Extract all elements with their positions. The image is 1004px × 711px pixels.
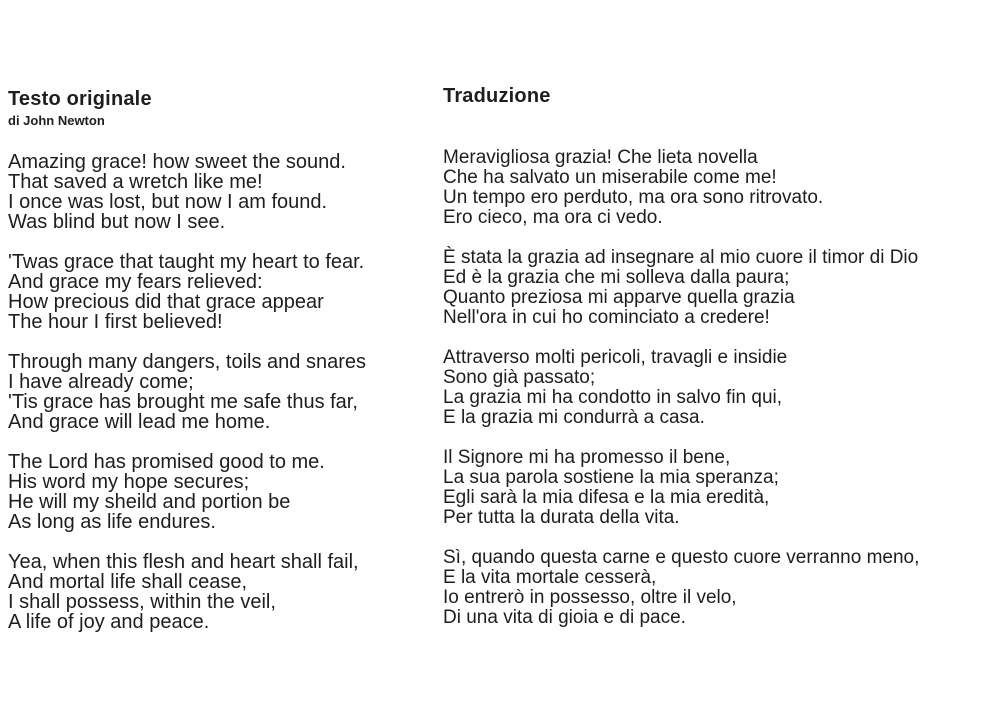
verse-line: La sua parola sostiene la mia speranza; — [443, 467, 779, 488]
verse-line: His word my hope secures; — [8, 471, 250, 493]
original-author: di John Newton — [8, 113, 105, 128]
verse-line: As long as life endures. — [8, 511, 216, 533]
verse-line: Egli sarà la mia difesa e la mia eredità, — [443, 487, 770, 508]
verse-line: Sì, quando questa carne e questo cuore verranno meno, — [443, 547, 920, 568]
verse-line: E la grazia mi condurrà a casa. — [443, 407, 705, 428]
verse-line: 'Tis grace has brought me safe thus far, — [8, 391, 358, 413]
verse-line: Through many dangers, toils and snares — [8, 351, 366, 373]
verse-line: And grace my fears relieved: — [8, 271, 263, 293]
verse-line: The Lord has promised good to me. — [8, 451, 325, 473]
original-stanzas — [8, 152, 436, 632]
translation-column — [443, 85, 1004, 648]
verse-line: Per tutta la durata della vita. — [443, 507, 680, 528]
verse-line: Di una vita di gioia e di pace. — [443, 607, 686, 628]
verse-line: Yea, when this flesh and heart shall fail, — [8, 551, 359, 573]
verse-line: Meravigliosa grazia! Che lieta novella — [443, 147, 758, 168]
original-stanza-4 — [8, 452, 436, 532]
verse-line: Io entrerò in possesso, oltre il velo, — [443, 587, 737, 608]
verse-line: That saved a wretch like me! — [8, 171, 263, 193]
verse-line: I once was lost, but now I am found. — [8, 191, 328, 213]
verse-line: 'Twas grace that taught my heart to fear. — [8, 251, 365, 273]
verse-line: And grace will lead me home. — [8, 411, 271, 433]
verse-line: How precious did that grace appear — [8, 291, 324, 313]
verse-line: Un tempo ero perduto, ma ora sono ritrovato. — [443, 187, 824, 208]
translation-stanza-2 — [443, 248, 1004, 328]
verse-line: Sono già passato; — [443, 367, 596, 388]
verse-line: Ed è la grazia che mi solleva dalla paura; — [443, 267, 790, 288]
verse-line: He will my sheild and portion be — [8, 491, 291, 513]
translation-stanza-5 — [443, 548, 1004, 628]
verse-line: A life of joy and peace. — [8, 611, 210, 633]
verse-line: I have already come; — [8, 371, 194, 393]
verse-line: Che ha salvato un miserabile come me! — [443, 167, 777, 188]
original-stanza-2 — [8, 252, 436, 332]
verse-line: E la vita mortale cesserà, — [443, 567, 657, 588]
verse-line: La grazia mi ha condotto in salvo fin qui, — [443, 387, 783, 408]
translation-stanzas — [443, 148, 1004, 628]
translation-stanza-1 — [443, 148, 1004, 228]
translation-title: Traduzione — [443, 85, 551, 107]
original-stanza-1 — [8, 152, 436, 232]
verse-line: Was blind but now I see. — [8, 211, 226, 233]
translation-stanza-4 — [443, 448, 1004, 528]
verse-line: Amazing grace! how sweet the sound. — [8, 151, 346, 173]
original-text-column — [8, 88, 436, 652]
original-stanza-3 — [8, 352, 436, 432]
verse-line: I shall possess, within the veil, — [8, 591, 276, 613]
original-stanza-5 — [8, 552, 436, 632]
verse-line: The hour I first believed! — [8, 311, 223, 333]
original-title: Testo originale — [8, 88, 152, 110]
verse-line: È stata la grazia ad insegnare al mio cuore il timor di Dio — [443, 247, 919, 268]
verse-line: Attraverso molti pericoli, travagli e insidie — [443, 347, 788, 368]
verse-line: Ero cieco, ma ora ci vedo. — [443, 207, 663, 228]
verse-line: Quanto preziosa mi apparve quella grazia — [443, 287, 795, 308]
translation-stanza-3 — [443, 348, 1004, 428]
verse-line: And mortal life shall cease, — [8, 571, 248, 593]
verse-line: Il Signore mi ha promesso il bene, — [443, 447, 731, 468]
verse-line: Nell'ora in cui ho cominciato a credere! — [443, 307, 770, 328]
